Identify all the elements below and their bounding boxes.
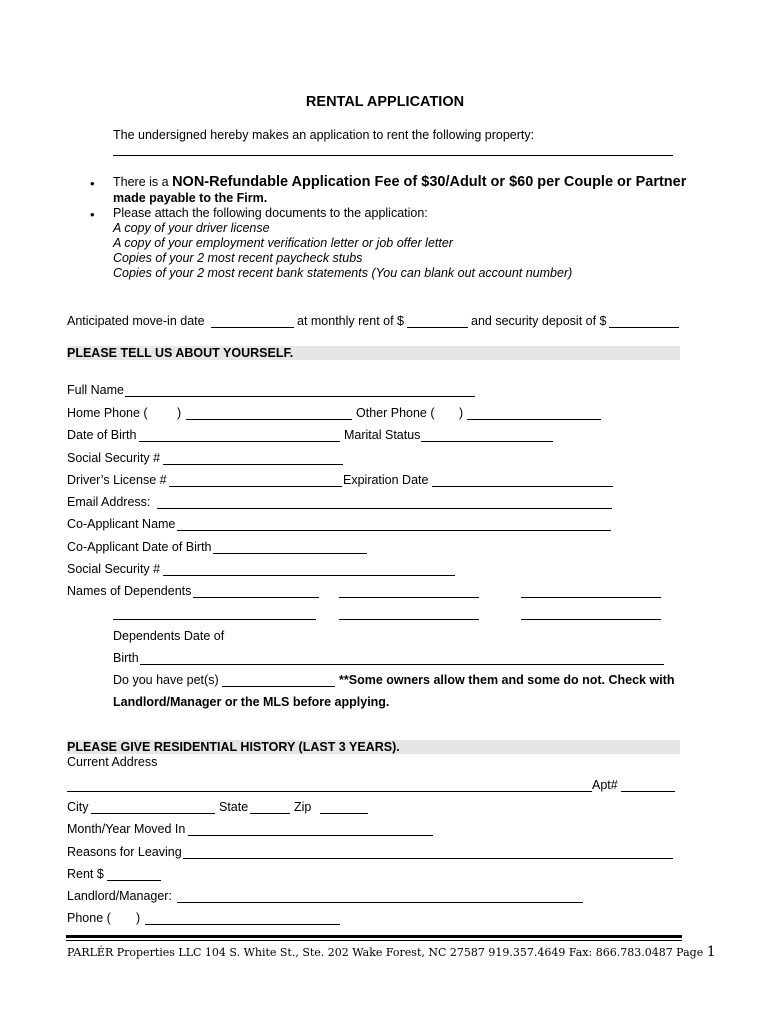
fee-line <box>113 174 686 190</box>
current-address-label: Current Address <box>67 755 158 769</box>
dl-label: Driver’s License # <box>67 473 167 487</box>
email-field[interactable] <box>157 508 612 509</box>
co-dob-label: Co-Applicant Date of Birth <box>67 540 212 554</box>
movein-date-field[interactable] <box>211 327 294 328</box>
email-label: Email Address: <box>67 495 151 509</box>
phone-paren: ) <box>136 911 141 925</box>
city-field[interactable] <box>91 813 215 814</box>
state-label: State <box>219 800 249 814</box>
marital-label: Marital Status <box>344 428 421 442</box>
other-phone-field[interactable] <box>467 419 601 420</box>
co-name-field[interactable] <box>177 530 611 531</box>
pets-note-2: Landlord/Manager or the MLS before applying. <box>113 695 390 709</box>
dep-dob-field[interactable] <box>140 664 664 665</box>
marital-field[interactable] <box>421 441 553 442</box>
moved-in-label: Month/Year Moved In <box>67 822 186 836</box>
fee-prefix: There is a <box>113 175 173 189</box>
movein-date-label: Anticipated move-in date <box>67 314 205 328</box>
docs-intro: Please attach the following documents to the application: <box>113 206 428 220</box>
expiration-label: Expiration Date <box>343 473 429 487</box>
deposit-label: and security deposit of $ <box>471 314 607 328</box>
dependent-name-field[interactable] <box>113 619 316 620</box>
home-phone-paren: ) <box>177 406 182 420</box>
footer-rule <box>66 935 682 938</box>
state-field[interactable] <box>250 813 290 814</box>
zip-label: Zip <box>294 800 312 814</box>
phone-field[interactable] <box>145 924 340 925</box>
footer <box>67 944 716 960</box>
doc-item: A copy of your employment verification letter or job offer letter <box>113 236 453 250</box>
landlord-label: Landlord/Manager: <box>67 889 172 903</box>
full-name-field[interactable] <box>125 396 475 397</box>
home-phone-label: Home Phone ( <box>67 406 148 420</box>
doc-item: Copies of your 2 most recent paycheck stubs <box>113 251 363 265</box>
section-heading: PLEASE TELL US ABOUT YOURSELF. <box>67 346 294 360</box>
bullet-icon: • <box>90 207 95 222</box>
phone-label: Phone ( <box>67 911 111 925</box>
pets-field[interactable] <box>222 686 335 687</box>
ssn-field[interactable] <box>163 464 343 465</box>
property-field[interactable] <box>113 155 673 156</box>
page-title: RENTAL APPLICATION <box>305 94 465 110</box>
rent-history-field[interactable] <box>107 880 161 881</box>
full-name-label: Full Name <box>67 383 124 397</box>
rent-field[interactable] <box>407 327 468 328</box>
co-ssn-field[interactable] <box>163 575 455 576</box>
apt-field[interactable] <box>621 791 675 792</box>
pets-note: **Some owners allow them and some do not. Check with <box>339 673 675 687</box>
landlord-field[interactable] <box>177 902 583 903</box>
home-phone-field[interactable] <box>186 419 352 420</box>
rent-history-label: Rent $ <box>67 867 104 881</box>
rent-label: at monthly rent of $ <box>297 314 405 328</box>
footer-text: PARLÉR Properties LLC 104 S. White St., Ste. 202 Wake Forest, NC 27587 919.357.4649 Fax: 866.783.0487 Page <box>67 946 707 959</box>
bullet-icon: • <box>90 176 95 191</box>
doc-item: A copy of your driver license <box>113 221 270 235</box>
pets-label: Do you have pet(s) <box>113 673 219 687</box>
expiration-field[interactable] <box>432 486 613 487</box>
dep-dob-label-2: Birth <box>113 651 139 665</box>
dependent-name-field[interactable] <box>193 597 319 598</box>
other-phone-label: Other Phone ( <box>356 406 435 420</box>
fee-line-2: made payable to the Firm. <box>113 191 268 205</box>
dependent-name-field[interactable] <box>521 597 661 598</box>
co-dob-field[interactable] <box>213 553 367 554</box>
dl-field[interactable] <box>169 486 342 487</box>
intro-text: The undersigned hereby makes an application to rent the following property: <box>113 128 535 142</box>
dependents-label: Names of Dependents <box>67 584 192 598</box>
footer-rule-thin <box>66 940 682 941</box>
dependent-name-field[interactable] <box>339 597 479 598</box>
ssn-label: Social Security # <box>67 451 161 465</box>
dep-dob-label: Dependents Date of <box>113 629 225 643</box>
reasons-label: Reasons for Leaving <box>67 845 182 859</box>
dependent-name-field[interactable] <box>339 619 479 620</box>
city-label: City <box>67 800 89 814</box>
co-name-label: Co-Applicant Name <box>67 517 176 531</box>
dependent-name-field[interactable] <box>521 619 661 620</box>
apt-label: Apt# <box>592 778 618 792</box>
zip-field[interactable] <box>320 813 368 814</box>
dob-label: Date of Birth <box>67 428 137 442</box>
fee-bold: NON-Refundable Application Fee of $30/Adult or $60 per Couple or Partner <box>172 174 687 190</box>
page-number: 1 <box>706 944 716 960</box>
doc-item: Copies of your 2 most recent bank statements (You can blank out account number) <box>113 266 573 280</box>
reasons-field[interactable] <box>183 858 673 859</box>
section-heading: PLEASE GIVE RESIDENTIAL HISTORY (LAST 3 YEARS). <box>67 740 400 754</box>
co-ssn-label: Social Security # <box>67 562 161 576</box>
moved-in-field[interactable] <box>188 835 433 836</box>
other-phone-paren: ) <box>459 406 464 420</box>
deposit-field[interactable] <box>609 327 679 328</box>
current-address-field[interactable] <box>67 791 592 792</box>
dob-field[interactable] <box>139 441 340 442</box>
